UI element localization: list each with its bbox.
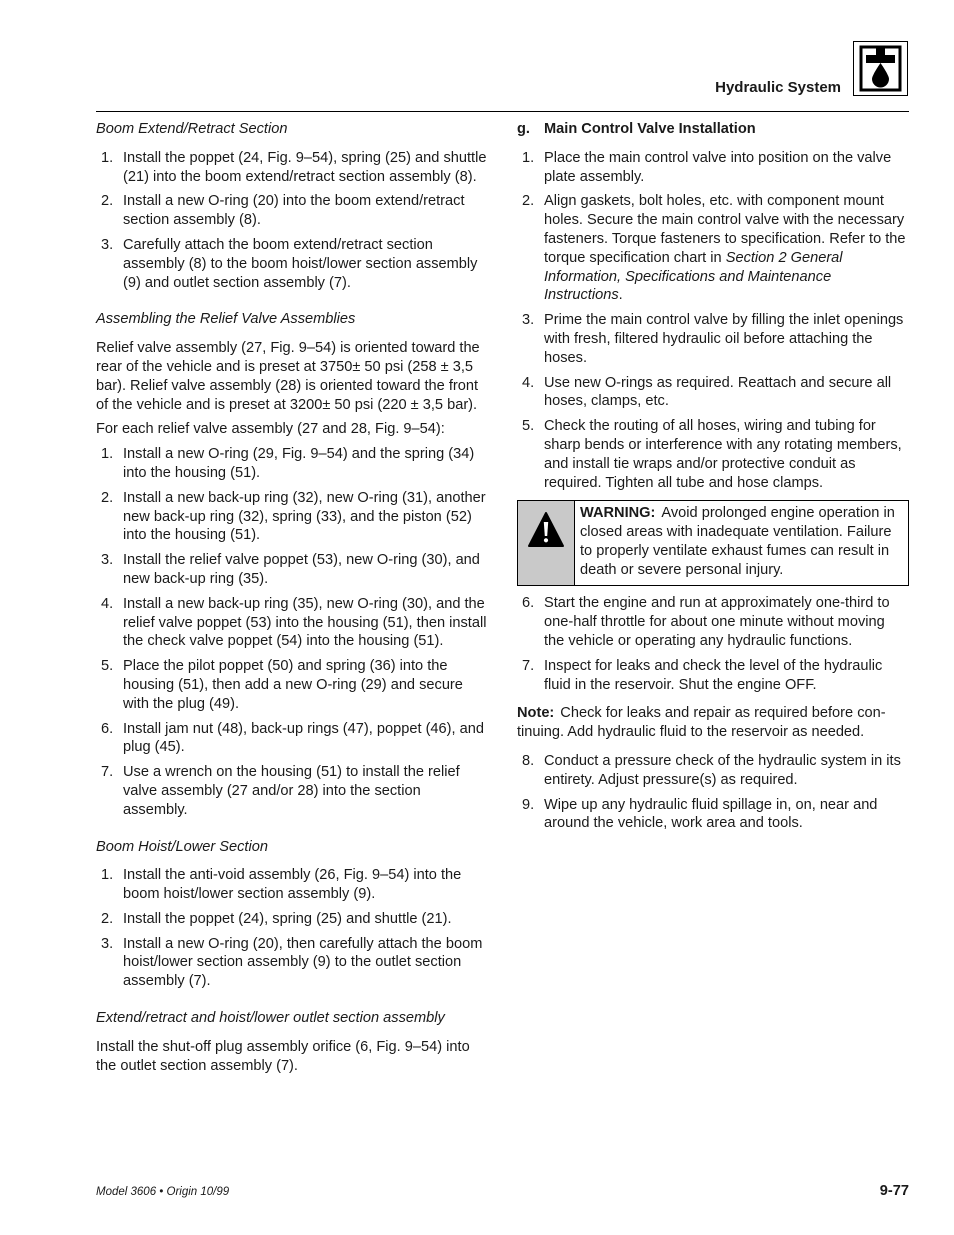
step-number: 1.	[522, 149, 535, 166]
step-text: Wipe up any hydraulic fluid spillage in, on, near and around the vehicle, work area and tools.	[544, 796, 878, 832]
header-divider	[96, 111, 909, 112]
paragraph: Relief valve assembly (27, Fig. 9–54) is oriented toward the rear of the vehicle and is preset at 3750± 50 psi (258 ± 3,5 bar). Relief valve assembly (28) is oriented toward the front of the vehicle and is preset at 3200± 50 psi (220 ± 3,5 bar).	[96, 340, 480, 413]
step-item	[517, 657, 909, 695]
section-reference: Section 2 General Information, Specifications and Maintenance Instructions	[544, 249, 843, 304]
step-number: 8.	[522, 752, 535, 769]
section-heading: Extend/retract and hoist/lower outlet section assembly	[96, 1010, 445, 1027]
warning-label: WARNING:	[580, 505, 656, 522]
step-number: 2.	[101, 489, 114, 506]
step-number: 5.	[522, 418, 535, 435]
note-label: Note:	[517, 705, 555, 722]
step-list	[517, 752, 909, 833]
step-item	[517, 374, 909, 412]
step-text: Start the engine and run at approximately one-third to one-half throttle for about one minute without moving the vehicle or operating any hydraulic functions.	[544, 595, 890, 649]
warning-message	[575, 501, 908, 585]
step-number: 9.	[522, 796, 535, 813]
step-text: Install the poppet (24, Fig. 9–54), spring (25) and shuttle (21) into the boom extend/retract section assembly (8).	[123, 149, 487, 185]
step-number: 4.	[522, 374, 535, 391]
step-text: Use a wrench on the housing (51) to install the relief valve assembly (27 and/or 28) into the section assembly.	[123, 764, 460, 818]
step-text: Install a new back-up ring (32), new O-ring (31), another new back-up ring (32), spring (33), and the piston (52) into the housing (51).	[123, 489, 486, 544]
step-number: 2.	[101, 910, 114, 927]
step-text: Inspect for leaks and check the level of the hydraulic fluid in the reservoir. Shut the engine OFF.	[544, 657, 883, 693]
step-item	[96, 935, 488, 991]
step-number: 1.	[101, 446, 114, 463]
step-text: Install a new O-ring (20) into the boom extend/retract section assembly (8).	[123, 193, 465, 229]
step-item	[517, 594, 909, 650]
step-item	[517, 192, 909, 305]
step-number: 2.	[522, 193, 535, 210]
subsection-letter: g.	[517, 121, 530, 137]
step-text: Check the routing of all hoses, wiring and tubing for sharp bends or interference with any rotating members, and install tie wraps and/or protective conduit as required. Tighten all tube and hose clamps.	[544, 418, 902, 491]
step-number: 1.	[101, 867, 114, 884]
step-number: 3.	[101, 935, 114, 952]
step-item	[517, 149, 909, 187]
right-column	[517, 120, 909, 851]
hydraulic-fluid-icon	[853, 41, 908, 96]
step-text: Conduct a pressure check of the hydraulic system in its entirety. Adjust pressure(s) as required.	[544, 752, 901, 788]
step-number: 5.	[101, 658, 114, 675]
step-item	[96, 866, 488, 904]
step-item	[517, 752, 909, 790]
left-column	[96, 120, 488, 1081]
step-text: Place the pilot poppet (50) and spring (36) into the housing (51), then add a new O-ring (29) and secure with the plug (49).	[123, 658, 463, 712]
warning-text: Avoid prolonged engine operation in closed areas with inadequate ventilation. Failure to properly ventilate exhaust fumes can result in death or severe personal injury.	[580, 505, 895, 578]
step-text: Install a new O-ring (29, Fig. 9–54) and the spring (34) into the housing (51).	[123, 446, 475, 481]
step-item	[96, 192, 488, 230]
step-item	[96, 149, 488, 187]
note-text: Check for leaks and repair as required before con-tinuing. Add hydraulic fluid to the reservoir as needed.	[517, 705, 886, 741]
step-text: Align gaskets, bolt holes, etc. with component mount holes. Secure the main control valve with the necessary fasteners. Torque fasteners to specification. Refer to the torque specification chart in	[544, 193, 906, 266]
step-list	[517, 149, 909, 493]
step-number: 1.	[101, 149, 114, 166]
step-number: 7.	[101, 764, 114, 781]
warning-box	[517, 500, 909, 586]
paragraph: For each relief valve assembly (27 and 28, Fig. 9–54):	[96, 421, 445, 438]
step-number: 6.	[522, 595, 535, 612]
section-heading: Boom Hoist/Lower Section	[96, 838, 268, 855]
step-text: Carefully attach the boom extend/retract section assembly (8) to the boom hoist/lower section assembly (9) and outlet section assembly (7).	[123, 236, 478, 291]
step-item	[96, 910, 488, 929]
section-heading: Boom Extend/Retract Section	[96, 121, 288, 137]
step-item	[96, 445, 488, 483]
note-paragraph	[517, 704, 909, 742]
step-item	[96, 720, 488, 758]
step-list	[96, 445, 488, 819]
section-heading: Assembling the Relief Valve Assemblies	[96, 311, 356, 328]
step-text: Install a new back-up ring (35), new O-ring (30), and the relief valve poppet (53) into the housing (51), then install the check valve poppet (54) into the housing (51).	[123, 595, 487, 650]
subsection-title: Main Control Valve Installation	[544, 121, 756, 137]
step-text: Install the relief valve poppet (53), new O-ring (30), and new back-up ring (35).	[123, 552, 480, 587]
subsection-heading	[517, 120, 909, 139]
paragraph: Install the shut-off plug assembly orifice (6, Fig. 9–54) into the outlet section assembly (7).	[96, 1038, 470, 1074]
step-number: 4.	[101, 595, 114, 612]
step-item	[96, 763, 488, 819]
step-item	[96, 595, 488, 651]
step-item	[96, 236, 488, 292]
step-item	[96, 551, 488, 589]
warning-triangle-icon	[518, 501, 575, 585]
step-list	[96, 866, 488, 991]
step-text: Prime the main control valve by filling the inlet openings with fresh, filtered hydraulic oil before attaching the hoses.	[544, 312, 904, 366]
step-number: 6.	[101, 720, 114, 737]
step-item	[96, 489, 488, 545]
step-list	[96, 149, 488, 293]
step-item	[517, 417, 909, 492]
step-text: Install jam nut (48), back-up rings (47), poppet (46), and plug (45).	[123, 720, 484, 756]
step-list	[517, 594, 909, 694]
step-number: 3.	[101, 236, 114, 253]
header-title: Hydraulic System	[715, 79, 841, 96]
step-text: Install the poppet (24), spring (25) and shuttle (21).	[123, 910, 452, 927]
step-text: Place the main control valve into position on the valve plate assembly.	[544, 149, 892, 185]
step-text: Install a new O-ring (20), then carefully attach the boom hoist/lower section assembly (9) to the outlet section assembly (7).	[123, 935, 483, 990]
step-number: 2.	[101, 193, 114, 210]
step-text-end: .	[618, 287, 623, 304]
step-number: 3.	[522, 312, 535, 329]
step-item	[517, 311, 909, 367]
page-number: 9-77	[879, 1183, 909, 1199]
step-text: Use new O-rings as required. Reattach and secure all hoses, clamps, etc.	[544, 374, 892, 410]
footer-model-origin: Model 3606 • Origin 10/99	[96, 1186, 230, 1198]
step-item	[517, 796, 909, 834]
step-item	[96, 657, 488, 713]
step-number: 3.	[101, 552, 114, 569]
step-number: 7.	[522, 657, 535, 674]
step-text: Install the anti-void assembly (26, Fig. 9–54) into the boom hoist/lower section assembly (9).	[123, 867, 462, 903]
